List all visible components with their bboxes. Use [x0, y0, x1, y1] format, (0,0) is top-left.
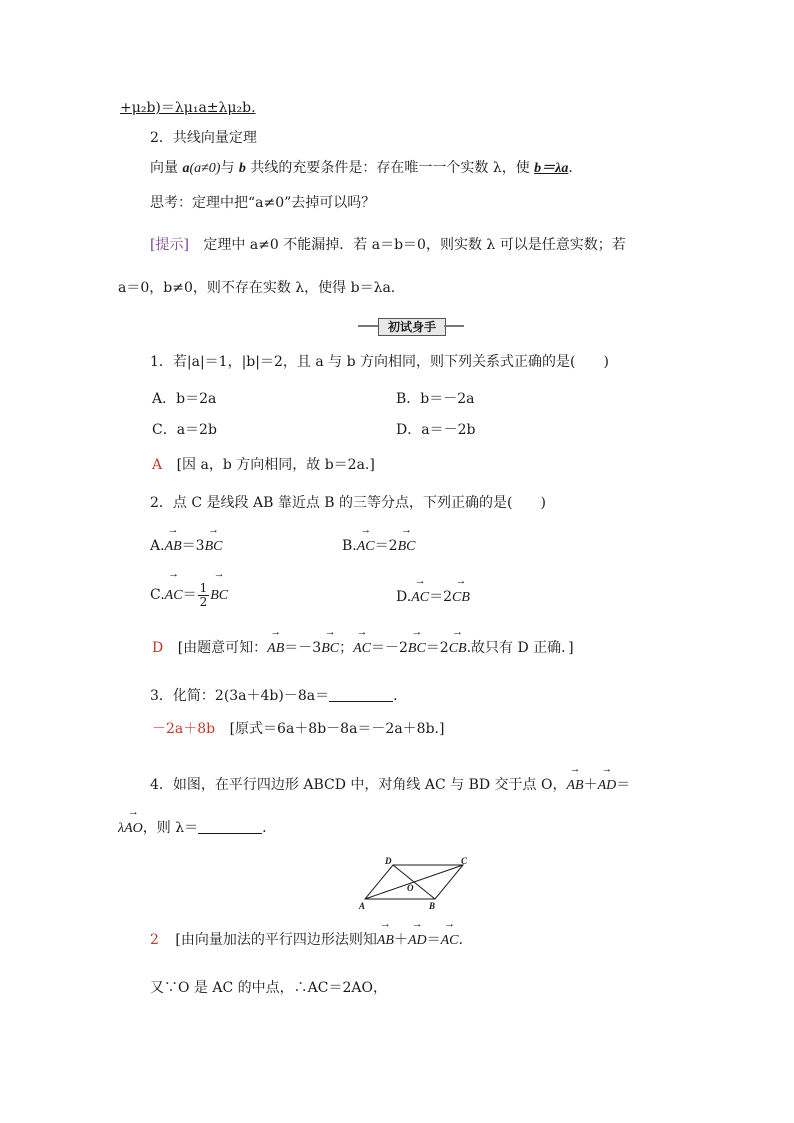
q1-option-d: D．a＝－2b	[396, 422, 476, 438]
badge-label: 初试身手	[378, 318, 446, 336]
label-a: A	[359, 901, 366, 911]
q4-explanation: [由向量加法的平行四边形法则知	[175, 932, 377, 948]
parallelogram-figure	[355, 855, 475, 913]
label-c: C	[461, 856, 468, 866]
q4-stem-line-2	[118, 818, 267, 839]
q3-stem-text: 3．化简：2(3a＋4b)－8a＝	[150, 688, 330, 704]
vector-a: a	[182, 161, 190, 176]
q3-answer: －2a＋8b	[152, 721, 216, 737]
statement-text: 向量	[150, 160, 183, 176]
equals: ＝	[426, 932, 441, 948]
plus: ＋	[393, 932, 408, 948]
statement-text: 共线的充要条件是：存在唯一一个实数 λ，使	[245, 160, 535, 176]
q2-option-a	[150, 536, 222, 557]
q4-answer-line	[150, 930, 463, 951]
q3-answer-blank	[329, 687, 393, 702]
q3-answer-line	[152, 719, 444, 739]
theorem-title: 2．共线向量定理	[150, 130, 257, 146]
vector-ab: → AB	[267, 639, 284, 659]
label-d: D	[385, 856, 392, 866]
section-badge	[358, 318, 464, 334]
q3-explanation: [原式＝6a＋8b－8a＝－2a＋8b.]	[229, 721, 445, 737]
think-question: 思考：定理中把“a≠0”去掉可以吗？	[150, 195, 376, 211]
q4-answer-blank	[198, 819, 262, 834]
fraction-numerator: 1	[199, 580, 208, 595]
vector-ac: → AC	[441, 931, 459, 951]
option-letter: B.	[342, 538, 357, 554]
vector-b: b	[238, 161, 246, 176]
vector-ab: → AB	[165, 537, 182, 557]
equals: ＝－3	[284, 640, 322, 656]
vector-ao: → AO	[124, 819, 143, 839]
diagonal-bd	[393, 865, 435, 899]
q1-answer-line	[152, 455, 375, 475]
vector-ad: → AD	[408, 931, 427, 951]
continuation-line	[120, 98, 256, 118]
option-letter: C.	[150, 587, 165, 603]
continuation-text: +μ₂b)＝λμ₁a±λμ₂b.	[120, 100, 256, 116]
statement-text: .	[568, 160, 573, 176]
separator: ；	[339, 640, 354, 656]
q1-explanation: [因 a，b 方向相同，故 b＝2a.]	[176, 457, 375, 473]
q2-explanation-end: .故只有 D 正确．]	[466, 640, 574, 656]
fraction-one-half	[198, 582, 210, 609]
q4-last-line: 又∵O 是 AC 的中点，∴AC＝2AO，	[150, 980, 387, 996]
vector-bc: → BC	[321, 639, 339, 659]
q3-stem-end: .	[393, 688, 398, 704]
q2-answer-line	[152, 638, 574, 659]
equals: ＝2	[429, 589, 452, 605]
q4-answer: 2	[150, 932, 159, 948]
vector-ab: → AB	[566, 776, 583, 796]
fraction-denominator: 2	[199, 594, 208, 609]
vector-ac: → AC	[165, 581, 183, 611]
lambda: λ	[118, 821, 125, 836]
statement-condition: (a≠0)	[189, 161, 221, 176]
vector-ac: → AC	[353, 639, 371, 659]
equals: ＝	[616, 777, 631, 793]
vector-bc: → BC	[205, 537, 223, 557]
equals: ＝3	[181, 538, 205, 554]
vector-ac: → AC	[411, 588, 429, 608]
hint-tag: [提示]	[150, 237, 189, 253]
vector-ab: → AB	[377, 931, 394, 951]
vector-cb: → CB	[449, 639, 467, 659]
q1-answer: A	[152, 457, 163, 473]
label-o: O	[407, 883, 414, 893]
vector-ac: → AC	[357, 537, 375, 557]
q1-option-b: B．b＝－2a	[396, 391, 475, 407]
equals: ＝2	[374, 538, 398, 554]
hint-text: 定理中 a≠0 不能漏掉．若 a＝b＝0，则实数 λ 可以是任意实数；若	[203, 237, 626, 253]
option-letter: A.	[150, 538, 165, 554]
q2-option-d	[396, 587, 470, 608]
plus: ＋	[583, 777, 598, 793]
vector-ad: → AD	[598, 776, 617, 796]
q4-explanation-end: .	[458, 932, 463, 948]
q2-explanation: [由题意可知：	[177, 640, 268, 656]
q4-stem-line-1	[150, 775, 630, 796]
statement-text: 与	[220, 160, 239, 176]
equals: ＝	[182, 587, 197, 603]
hint-line-2: a＝0，b≠0，则不存在实数 λ，使得 b＝λa.	[118, 280, 396, 296]
vector-bc: → BC	[408, 639, 426, 659]
vector-cb: → CB	[452, 588, 470, 608]
q3-stem	[150, 686, 398, 706]
equals: ＝－2	[370, 640, 408, 656]
badge-line-right	[444, 325, 464, 327]
q2-option-c	[150, 580, 228, 611]
q1-stem: 1．若|a|＝1，|b|＝2，且 a 与 b 方向相同，则下列关系式正确的是( )	[150, 354, 609, 370]
q1-option-a: A．b＝2a	[152, 391, 217, 407]
equals: ＝2	[425, 640, 449, 656]
q4-stem-text: ，则 λ＝	[142, 820, 199, 836]
hint-line-1	[150, 235, 626, 255]
q4-stem-end: .	[262, 820, 267, 836]
q1-option-c: C．a＝2b	[152, 422, 217, 438]
vector-bc: → BC	[398, 537, 416, 557]
vector-bc: → BC	[210, 581, 228, 611]
badge-line-left	[358, 325, 378, 327]
q4-stem-text: 4．如图，在平行四边形 ABCD 中，对角线 AC 与 BD 交于点 O，	[150, 777, 567, 793]
q2-option-b	[342, 536, 415, 557]
option-letter: D.	[396, 589, 412, 605]
label-b: B	[429, 901, 436, 911]
q2-stem: 2．点 C 是线段 AB 靠近点 B 的三等分点，下列正确的是( )	[150, 495, 546, 511]
q2-answer: D	[152, 640, 164, 656]
theorem-statement	[150, 158, 573, 179]
statement-answer: b＝λa	[534, 161, 569, 176]
